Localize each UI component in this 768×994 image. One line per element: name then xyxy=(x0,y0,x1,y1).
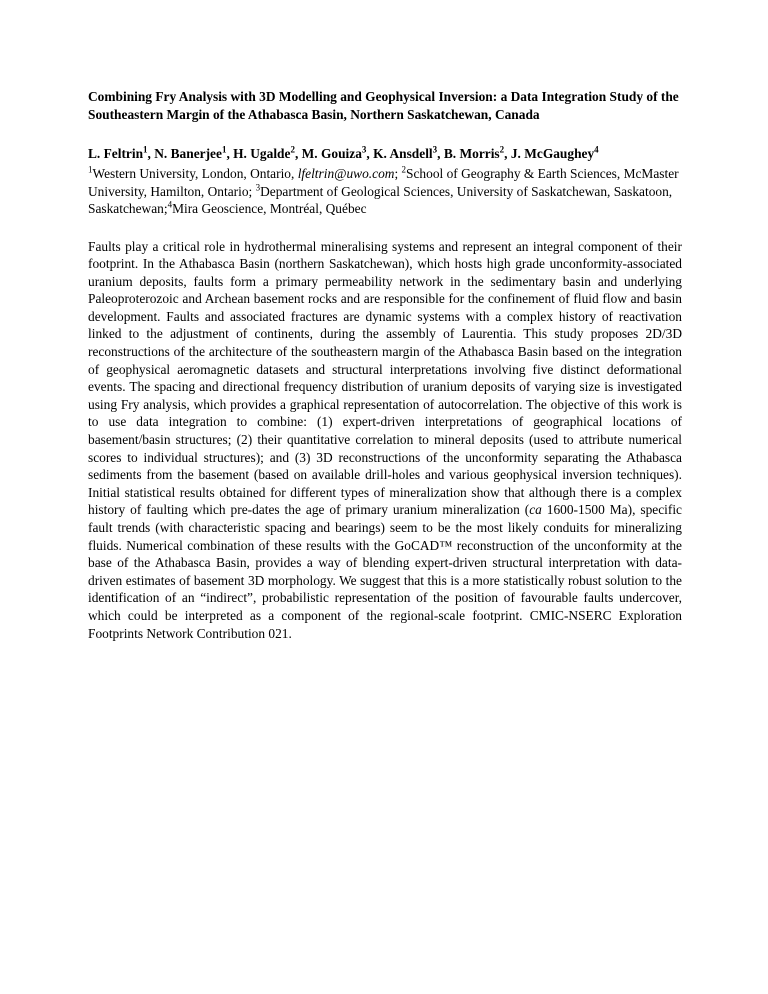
author-affiliation-marker: 3 xyxy=(361,144,367,155)
paper-title: Combining Fry Analysis with 3D Modelling and Geophysical Inversion: a Data Integration Study of the Southeastern Margin of the Athabasca Basin, Northern Saskatchewan, Canada xyxy=(88,89,679,122)
author-affiliation-marker: 3 xyxy=(432,144,438,155)
affiliation-saskatchewan: Department of Geological Sciences, University of Saskatchewan, Saskatoon, Saskatchewan; xyxy=(88,183,673,216)
affiliation-mcmaster: School of Geography & Earth Sciences, McMaster University, Hamilton, Ontario; xyxy=(88,166,679,199)
author-affiliation-marker: 1 xyxy=(143,144,148,155)
affiliation-marker: 1 xyxy=(88,164,93,175)
author-name: J. McGaughey xyxy=(510,146,595,161)
document-page xyxy=(88,88,682,642)
author-affiliation-marker: 2 xyxy=(290,144,295,155)
abstract-paragraph xyxy=(88,238,682,643)
author-affiliation-marker: 2 xyxy=(499,144,505,155)
affiliation-marker: 4 xyxy=(167,199,173,210)
author-affiliation-marker: 1 xyxy=(221,144,227,155)
affiliation-marker: 3 xyxy=(255,182,261,193)
abstract-circa: ca xyxy=(529,502,542,518)
affiliation-marker: 2 xyxy=(401,164,407,175)
author-name: H. Ugalde xyxy=(233,146,291,161)
affiliations xyxy=(88,165,682,218)
author-affiliation-marker: 4 xyxy=(594,144,599,155)
author-name: B. Morris xyxy=(443,146,500,161)
abstract-text-continued: 1600-1500 Ma), specific fault trends (with characteristic spacing and bearings) seem to be the most likely conduits for mineralizing fluids. Numerical combination of these results with the GoCAD™ reconstruction of the unconformity at the base of the Athabasca Basin, provides a way of blending expert-driven structural interpretation with data-driven estimates of basement 3D morphology. We suggest that this is a more statistically robust solution to the identification of an “indirect”, probabilistic representation of the position of favourable faults undercover, which could be interpreted as a component of the regional-scale footprint. CMIC-NSERC Exploration Footprints Network Contribution 021. xyxy=(88,502,683,641)
author-name: K. Ansdell xyxy=(373,146,433,161)
author-email: lfeltrin@uwo.com xyxy=(297,166,395,181)
affiliation-separator: ; xyxy=(394,166,402,181)
author-list: L. Feltrin$^1$, N. Banerjee$^1$, H. Ugalde$^2$, M. Gouiza$^3$, K. Ansdell$^3$, B. Morris$^2$, J. McGaughey$^4$ xyxy=(88,144,599,161)
affiliation-western: Western University, London, Ontario, xyxy=(92,166,298,181)
abstract-text: Faults play a critical role in hydrothermal mineralising systems and represent an integral component of their footprint. In the Athabasca Basin (northern Saskatchewan), which hosts high grade unconformity-associated uranium deposits, faults form a primary permeability network in the sedimentary basin and underlying Paleoproterozoic and Archean basement rocks and are responsible for the confinement of fluid flow and basin development. Faults and associated fractures are dynamic systems with a complex history of reactivation linked to the adjustment of continents, during the assembly of Laurentia. This study proposes 2D/3D reconstructions of the architecture of the southeastern margin of the Athabasca Basin based on the integration of geophysical aeromagnetic datasets and structural interpretations involving five distinct deformational events. The spacing and directional frequency distribution of uranium deposits of varying size is investigated using Fry analysis, which provides a graphical representation of autocorrelation. The objective of this work is to use data integration to combine: (1) expert-driven interpretations of geographical locations of basement/basin structures; (2) their quantitative correlation to mineral deposits (used to attribute numerical scores to individual structures); and (3) 3D reconstructions of the unconformity separating the Athabasca sediments from the basement (based on available drill-holes and various geophysical inversion techniques). Initial statistical results obtained for different types of mineralization show that although there is a complex history of faulting which pre-dates the age of primary uranium mineralization ( xyxy=(88,238,682,518)
affiliation-mira: Mira Geoscience, Montréal, Québec xyxy=(172,201,367,216)
author-name: N. Banerjee xyxy=(154,146,222,161)
author-name: M. Gouiza xyxy=(301,146,362,161)
author-name: L. Feltrin xyxy=(88,146,144,161)
